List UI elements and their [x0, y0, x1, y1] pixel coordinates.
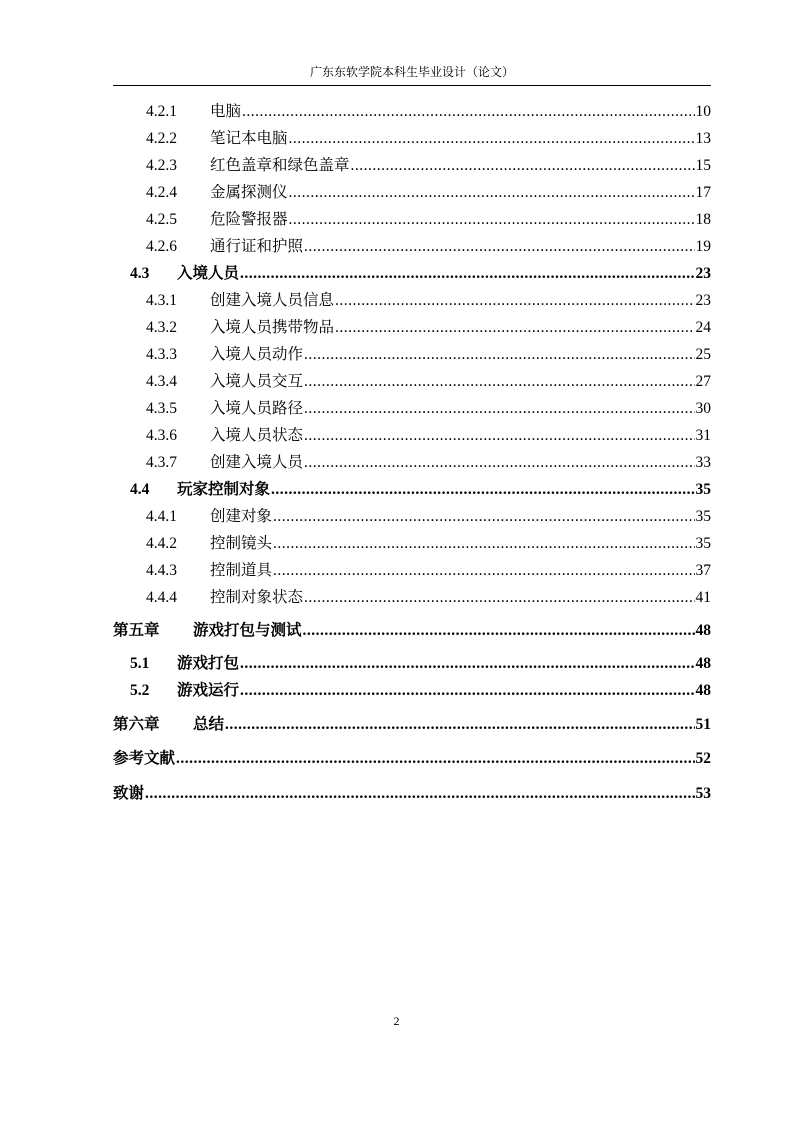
toc-entry-page: 24 [695, 319, 711, 336]
toc-entry[interactable] [0, 530, 711, 554]
toc-entry[interactable] [0, 650, 711, 674]
toc-entry[interactable] [0, 780, 711, 804]
toc-entry-page: 35 [695, 508, 711, 525]
toc-dot-leader [176, 749, 694, 769]
toc-entry-page: 35 [695, 535, 711, 552]
toc-entry[interactable] [0, 206, 711, 230]
toc-entry-number: 4.2.1 [146, 103, 177, 120]
toc-dot-leader [335, 291, 694, 311]
toc-entry[interactable] [0, 98, 711, 122]
toc-dot-leader [240, 264, 694, 284]
toc-dot-leader [242, 102, 694, 122]
page-number: 2 [393, 1014, 400, 1028]
toc-entry-page: 10 [695, 103, 711, 120]
toc-entry[interactable] [0, 745, 711, 769]
toc-entry-title: 创建对象 [210, 508, 273, 525]
toc-entry-title: 游戏运行 [177, 682, 240, 699]
toc-entry-number: 4.3 [130, 265, 150, 282]
toc-entry[interactable] [0, 179, 711, 203]
toc-entry[interactable] [0, 449, 711, 473]
toc-dot-leader [273, 561, 694, 581]
toc-entry[interactable] [0, 584, 711, 608]
toc-dot-leader [304, 453, 694, 473]
toc-dot-leader [304, 372, 694, 392]
toc-entry[interactable] [0, 503, 711, 527]
toc-dot-leader [240, 681, 694, 701]
toc-entry-number: 5.2 [130, 682, 150, 699]
toc-entry-title: 控制道具 [210, 562, 273, 579]
toc-entry-number: 4.2.3 [146, 157, 177, 174]
toc-dot-leader [289, 129, 695, 149]
toc-entry-page: 25 [695, 346, 711, 363]
toc-entry-page: 37 [695, 562, 711, 579]
toc-dot-leader [304, 588, 694, 608]
toc-entry-number: 4.4.2 [146, 535, 177, 552]
toc-entry[interactable] [0, 341, 711, 365]
toc-dot-leader [273, 507, 694, 527]
toc-entry-title: 控制镜头 [210, 535, 273, 552]
toc-dot-leader [225, 715, 694, 735]
toc-dot-leader [145, 784, 694, 804]
toc-entry-page: 48 [695, 655, 711, 672]
toc-entry-number: 4.2.6 [146, 238, 177, 255]
toc-entry[interactable] [0, 557, 711, 581]
toc-entry-page: 30 [695, 400, 711, 417]
toc-entry-number: 4.4.4 [146, 589, 177, 606]
toc-entry[interactable] [0, 617, 711, 641]
toc-entry-title: 危险警报器 [210, 211, 288, 228]
toc-entry[interactable] [0, 314, 711, 338]
toc-entry[interactable] [0, 287, 711, 311]
toc-entry[interactable] [0, 711, 711, 735]
toc-entry-page: 15 [695, 157, 711, 174]
toc-entry-title: 参考文献 [113, 750, 176, 767]
toc-entry-page: 48 [695, 622, 711, 639]
page-header: 广东东软学院本科生毕业设计（论文） [309, 65, 514, 79]
toc-dot-leader [303, 621, 695, 641]
toc-entry-title: 红色盖章和绿色盖章 [210, 157, 350, 174]
toc-entry-title: 创建入境人员信息 [210, 292, 335, 309]
toc-entry-number: 第六章 [113, 716, 160, 733]
toc-entry-title: 玩家控制对象 [177, 481, 271, 498]
toc-entry-number: 4.4 [130, 481, 150, 498]
toc-entry-number: 4.2.4 [146, 184, 177, 201]
toc-entry-title: 入境人员动作 [210, 346, 304, 363]
toc-dot-leader [304, 345, 694, 365]
toc-dot-leader [273, 534, 694, 554]
toc-entry[interactable] [0, 422, 711, 446]
toc-entry-page: 13 [695, 130, 711, 147]
toc-entry-title: 入境人员状态 [210, 427, 304, 444]
toc-entry-title: 入境人员 [177, 265, 240, 282]
toc-dot-leader [335, 318, 694, 338]
toc-entry-number: 4.3.3 [146, 346, 177, 363]
toc-entry-title: 电脑 [210, 103, 242, 120]
toc-dot-leader [304, 399, 694, 419]
toc-dot-leader [289, 183, 695, 203]
toc-entry-page: 52 [695, 750, 711, 767]
toc-entry-page: 23 [695, 265, 711, 282]
toc-entry-title: 创建入境人员 [210, 454, 304, 471]
toc-entry-title: 金属探测仪 [210, 184, 288, 201]
toc-entry[interactable] [0, 476, 711, 500]
toc-entry-title: 入境人员交互 [210, 373, 304, 390]
toc-entry-title: 游戏打包与测试 [193, 622, 302, 639]
toc-entry-title: 总结 [193, 716, 225, 733]
toc-entry[interactable] [0, 677, 711, 701]
toc-entry-number: 4.3.7 [146, 454, 177, 471]
toc-entry[interactable] [0, 152, 711, 176]
toc-entry-number: 5.1 [130, 655, 150, 672]
toc-entry-page: 31 [695, 427, 711, 444]
toc-entry-page: 33 [695, 454, 711, 471]
toc-dot-leader [351, 156, 695, 176]
toc-entry[interactable] [0, 368, 711, 392]
toc-entry-page: 17 [695, 184, 711, 201]
toc-entry-number: 4.3.5 [146, 400, 177, 417]
toc-entry[interactable] [0, 395, 711, 419]
toc-dot-leader [304, 426, 694, 446]
toc-entry-number: 4.3.4 [146, 373, 177, 390]
toc-entry-number: 4.3.2 [146, 319, 177, 336]
toc-dot-leader [271, 480, 694, 500]
toc-entry-page: 23 [695, 292, 711, 309]
toc-entry[interactable] [0, 125, 711, 149]
toc-entry-title: 入境人员携带物品 [210, 319, 335, 336]
header-divider [113, 85, 711, 86]
toc-entry-title: 入境人员路径 [210, 400, 304, 417]
toc-entry-page: 18 [695, 211, 711, 228]
toc-entry-page: 35 [695, 481, 711, 498]
toc-entry-number: 4.3.6 [146, 427, 177, 444]
toc-entry-title: 通行证和护照 [210, 238, 304, 255]
toc-entry-number: 4.3.1 [146, 292, 177, 309]
toc-dot-leader [289, 210, 695, 230]
toc-entry-page: 19 [695, 238, 711, 255]
toc-dot-leader [304, 237, 694, 257]
toc-entry-number: 4.2.5 [146, 211, 177, 228]
toc-entry-title: 致谢 [113, 785, 145, 802]
toc-entry-title: 游戏打包 [177, 655, 240, 672]
toc-entry-page: 51 [695, 716, 711, 733]
toc-entry-number: 4.4.3 [146, 562, 177, 579]
toc-entry-title: 笔记本电脑 [210, 130, 288, 147]
toc-entry-page: 53 [695, 785, 711, 802]
toc-entry-page: 27 [695, 373, 711, 390]
toc-dot-leader [240, 654, 694, 674]
toc-entry-number: 4.4.1 [146, 508, 177, 525]
toc-entry-number: 4.2.2 [146, 130, 177, 147]
toc-entry-number: 第五章 [113, 622, 160, 639]
toc-entry-page: 48 [695, 682, 711, 699]
toc-entry[interactable] [0, 233, 711, 257]
toc-entry[interactable] [0, 260, 711, 284]
toc-entry-title: 控制对象状态 [210, 589, 304, 606]
toc-entry-page: 41 [695, 589, 711, 606]
